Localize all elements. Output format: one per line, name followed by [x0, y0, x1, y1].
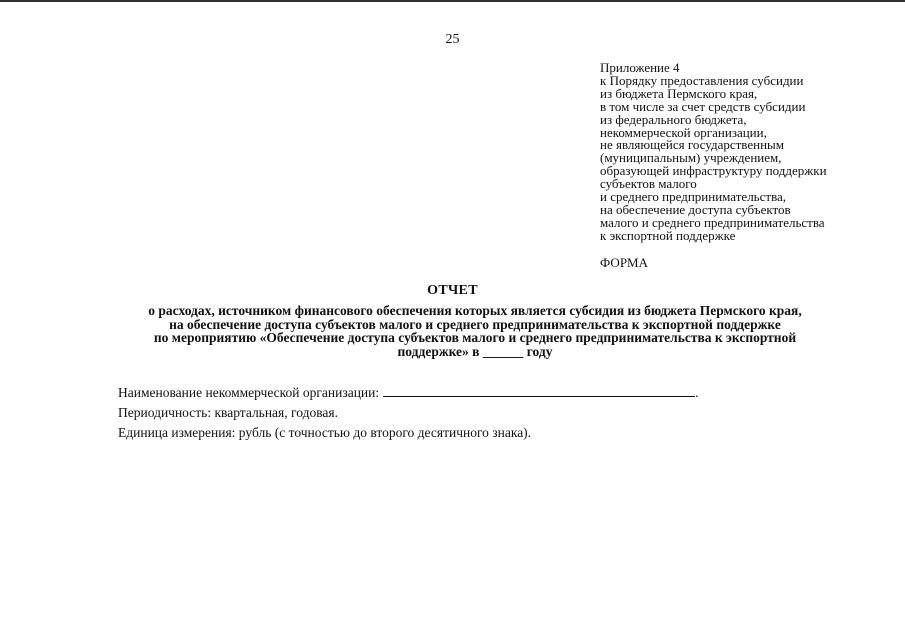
- form-label: ФОРМА: [600, 255, 648, 270]
- appendix-line: не являющейся государственным: [600, 137, 784, 153]
- appendix-line: и среднего предпринимательства,: [600, 189, 787, 205]
- report-fields: [118, 383, 699, 443]
- periodicity-text: Периодичность: квартальная, годовая.: [118, 405, 338, 420]
- appendix-line: субъектов малого: [600, 176, 697, 192]
- org-name-end: .: [695, 385, 699, 400]
- appendix-line: в том числе за счет средств субсидии: [600, 98, 806, 114]
- appendix-line: из бюджета Пермского края,: [600, 85, 758, 101]
- appendix-line: малого и среднего предпринимательства: [600, 214, 825, 230]
- report-subtitle-line: на обеспечение доступа субъектов малого и среднего предпринимательства к экспортной поддержке: [169, 316, 781, 332]
- org-name-label: Наименование некоммерческой организации:: [118, 385, 380, 400]
- report-subtitle: [60, 304, 890, 358]
- appendix-line: к Порядку предоставления субсидии: [600, 72, 804, 88]
- appendix-line: (муниципальным) учреждением,: [600, 150, 782, 166]
- report-subtitle-line: о расходах, источником финансового обеспечения которых является субсидия из бюджета Пермского края,: [148, 303, 802, 318]
- report-subtitle-line: поддержке» в ______ году: [397, 343, 553, 359]
- top-border-line: [0, 0, 905, 2]
- appendix-header: [600, 62, 900, 243]
- appendix-line: на обеспечение доступа субъектов: [600, 201, 791, 217]
- appendix-line: Приложение 4: [600, 60, 680, 75]
- report-subtitle-line: по мероприятию «Обеспечение доступа субъектов малого и среднего предпринимательства к экспортной: [153, 330, 797, 345]
- appendix-line: из федерального бюджета,: [600, 111, 747, 127]
- appendix-line: к экспортной поддержке: [600, 227, 736, 243]
- report-title: ОТЧЕТ: [427, 283, 478, 298]
- appendix-line: образующей инфраструктуру поддержки: [600, 163, 827, 179]
- unit-text: Единица измерения: рубль (с точностью до второго десятичного знака).: [118, 425, 532, 440]
- page-number: 25: [445, 32, 460, 47]
- org-name-blank-line[interactable]: [383, 384, 695, 397]
- org-name-field: [118, 383, 699, 403]
- appendix-line: некоммерческой организации,: [600, 124, 767, 140]
